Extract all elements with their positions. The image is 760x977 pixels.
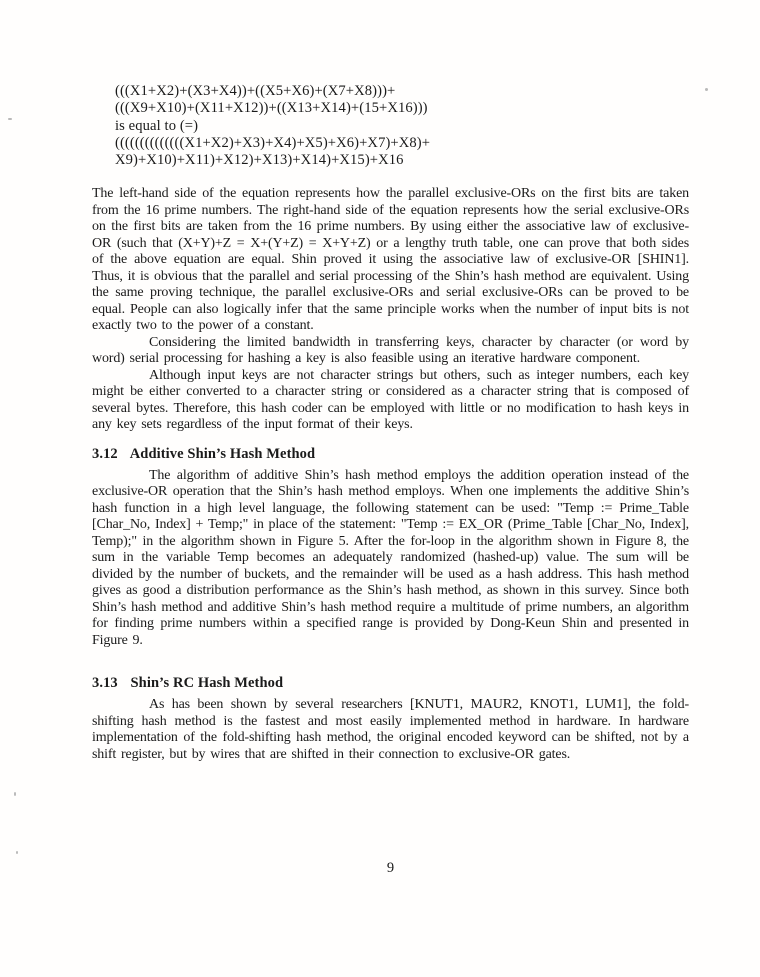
section-number: 3.13 [92,675,118,692]
section-number: 3.12 [92,445,118,462]
paragraph-input-keys: Although input keys are not character strings but others, such as integer numbers, each key might be either converted to a character string or considered as a character string that is composed of several bytes. Therefore, this hash coder can be employed with little or no modification to hash keys in any key sets regardless of the input format of their keys. [92,367,689,433]
paragraph-additive-method: The algorithm of additive Shin’s hash method employs the addition operation instead of the exclusive-OR operation that the Shin’s hash method employs. When one implements the additive Shin’s hash function in a high level language, the following statement can be used: "Temp := Prime_Table [Char_No, Index] + Temp;" in place of the statement: "Temp := EX_OR (Prime_Table [Char_No, Index], Temp);" in the algorithm shown in Figure 5. After the for-loop in the algorithm shown in Figure 8, the sum in the variable Temp becomes an adequately randomized (hashed-up) value. The sum will be divided by the number of buckets, and the remainder will be used as a hash address. This hash method gives as good a distribution performance as the Shin’s hash method, as shown in this survey. Since both Shin’s hash method and additive Shin’s hash method require a multitude of prime numbers, an algorithm for finding prime numbers within a specified range is provided by Dong-Keun Shin and presented in Figure 9. [92,467,689,648]
equation-line-3: is equal to (=) [115,117,199,134]
equation-line-4: ((((((((((((((X1+X2)+X3)+X4)+X5)+X6)+X7)+X8)+ [115,134,431,151]
section-title: Additive Shin’s Hash Method [129,445,316,462]
paragraph-bandwidth: Considering the limited bandwidth in transferring keys, character by character (or word by word) serial processing for hashing a key is also feasible using an iterative hardware component. [92,334,689,367]
equation-line-2: (((X9+X10)+(X11+X12))+((X13+X14)+(15+X16))) [115,100,428,117]
scan-speck [14,792,16,796]
page-content [92,83,689,763]
paragraph-rc-method: As has been shown by several researchers [KNUT1, MAUR2, KNOT1, LUM1], the fold-shifting hash method is the fastest and most easily implemented method in hardware. In hardware implementation of the fold-shifting hash method, the original encoded keyword can be shifted, not by a shift register, but by wires that are shifted in their connection to exclusive-OR gates. [92,697,689,762]
section-heading-3-13 [92,675,689,692]
scan-speck [705,88,708,91]
equation-block [115,83,689,169]
section-title: Shin’s RC Hash Method [130,675,284,692]
equation-line-1: (((X1+X2)+(X3+X4))+((X5+X6)+(X7+X8)))+ [115,83,396,99]
scan-speck [16,851,18,854]
equation-line-5: X9)+X10)+X11)+X12)+X13)+X14)+X15)+X16 [115,152,404,169]
section-heading-3-12 [92,446,689,463]
scan-speck [8,118,12,120]
paragraph-equivalence: The left-hand side of the equation represents how the parallel exclusive-ORs on the first bits are taken from the 16 prime numbers. The right-hand side of the equation represents how the serial exclusive-ORs on the first bits are taken from the 16 prime numbers. By using either the associative law of exclusive-OR (such that (X+Y)+Z = X+(Y+Z) = X+Y+Z) or a lengthy truth table, one can prove that both sides of the above equation are equal. Shin proved it using the associative law of exclusive-OR [SHIN1]. Thus, it is obvious that the parallel and serial processing of the Shin’s hash method are equivalent. Using the same proving technique, the parallel exclusive-ORs and serial exclusive-ORs can be proved to be equal. People can also logically infer that the same principle works when the number of input bits is not exactly two to the power of a constant. [92,186,689,334]
page-number: 9 [386,860,395,876]
